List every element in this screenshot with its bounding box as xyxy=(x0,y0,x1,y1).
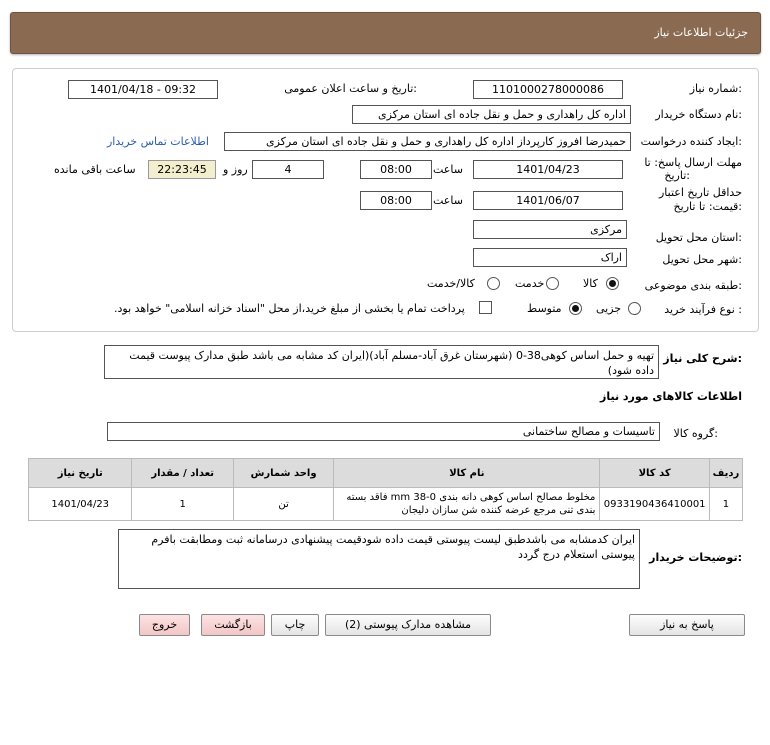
city-field: اراک xyxy=(473,248,627,267)
buyer-notes-textbox: ایران کدمشابه می باشدطبق لیست پیوستی قیمت داده شودقیمت پیشنهادی درسامانه ثبت ومطابقت بافرم پیوستی استعلام درج گردد xyxy=(118,529,640,589)
goods-table xyxy=(28,458,743,521)
goods-group-label: گروه کالا: xyxy=(673,427,718,440)
process-minor-label: جزیی xyxy=(596,302,622,315)
page-header xyxy=(10,12,761,54)
category-both-label: کالا/خدمت xyxy=(427,277,475,290)
requester-label: ایجاد کننده درخواست: xyxy=(640,135,742,148)
deadline-label-1: مهلت ارسال پاسخ: تا xyxy=(644,156,742,169)
category-service-label: خدمت xyxy=(515,277,545,290)
validity-time-field: 08:00 xyxy=(360,191,432,210)
col-row: ردیف xyxy=(709,459,742,488)
process-label: نوع فرآیند خرید : xyxy=(664,303,742,316)
remaining-time-label: ساعت باقی مانده xyxy=(54,163,136,176)
need-number-label: شماره نیاز: xyxy=(689,82,742,95)
page-title: جزئیات اطلاعات نیاز xyxy=(654,26,748,39)
goods-section-title: اطلاعات کالاهای مورد نیاز xyxy=(600,390,742,403)
back-button[interactable]: بازگشت xyxy=(201,614,265,636)
province-label: استان محل تحویل: xyxy=(655,231,742,244)
print-button[interactable]: چاپ xyxy=(271,614,319,636)
category-goods-label: کالا xyxy=(583,277,598,290)
deadline-date-field: 1401/04/23 xyxy=(473,160,623,179)
treasury-payment-label: پرداخت تمام یا بخشی از مبلغ خرید،از محل "اسناد خزانه اسلامی" خواهد بود. xyxy=(114,302,465,315)
table-row xyxy=(29,488,743,521)
deadline-label-2: تاریخ: xyxy=(664,169,690,182)
reply-button[interactable]: پاسخ به نیاز xyxy=(629,614,745,636)
cell-code: 0933190436410001 xyxy=(600,488,709,521)
process-medium-label: متوسط xyxy=(527,302,562,315)
validity-label-2: قیمت: تا تاریخ: xyxy=(673,200,742,213)
requester-field: حمیدرضا افروز کارپرداز اداره کل راهداری و حمل و نقل جاده ای استان مرکزی xyxy=(224,132,631,151)
category-label: طبقه بندی موضوعی: xyxy=(644,279,742,292)
summary-textbox: تهیه و حمل اساس کوهی38-0 (شهرستان غرق آباد-مسلم آباد)(ایران کد مشابه می باشد طبق مدارک پیوست قیمت داده شود) xyxy=(104,345,659,379)
col-code: کد کالا xyxy=(600,459,709,488)
cell-row: 1 xyxy=(709,488,742,521)
days-label: روز و xyxy=(223,163,248,176)
exit-button[interactable]: خروج xyxy=(139,614,190,636)
goods-group-field: تاسیسات و مصالح ساختمانی xyxy=(107,422,660,441)
buyer-notes-label: توضیحات خریدار: xyxy=(649,551,742,564)
category-goods-radio[interactable] xyxy=(606,277,619,290)
buyer-org-field: اداره کل راهداری و حمل و نقل جاده ای استان مرکزی xyxy=(352,105,631,124)
buyer-org-label: نام دستگاه خریدار: xyxy=(655,108,742,121)
remaining-time-field: 22:23:45 xyxy=(148,160,216,179)
cell-unit: تن xyxy=(233,488,333,521)
city-label: شهر محل تحویل: xyxy=(662,253,742,266)
cell-qty: 1 xyxy=(132,488,233,521)
announce-field: 1401/04/18 - 09:32 xyxy=(68,80,218,99)
category-both-radio[interactable] xyxy=(487,277,500,290)
deadline-time-label: ساعت xyxy=(433,163,463,176)
col-qty: تعداد / مقدار xyxy=(132,459,233,488)
process-minor-radio[interactable] xyxy=(628,302,641,315)
col-name: نام کالا xyxy=(334,459,600,488)
process-medium-radio[interactable] xyxy=(569,302,582,315)
attachments-button[interactable]: مشاهده مدارک پیوستی (2) xyxy=(325,614,491,636)
category-service-radio[interactable] xyxy=(546,277,559,290)
treasury-payment-checkbox[interactable] xyxy=(479,301,492,314)
province-field: مرکزی xyxy=(473,220,627,239)
need-number-field: 1101000278000086 xyxy=(473,80,623,99)
deadline-time-field: 08:00 xyxy=(360,160,432,179)
contact-info-link[interactable]: اطلاعات تماس خریدار xyxy=(107,135,209,148)
col-date: تاریخ نیاز xyxy=(29,459,132,488)
col-unit: واحد شمارش xyxy=(233,459,333,488)
goods-table-header xyxy=(29,459,743,488)
validity-date-field: 1401/06/07 xyxy=(473,191,623,210)
days-field: 4 xyxy=(252,160,324,179)
summary-label: شرح کلی نیاز: xyxy=(663,352,742,365)
cell-name: مخلوط مصالح اساس کوهی دانه بندی mm 38-0 فاقد بسته بندی تنی مرجع عرضه کننده شن سازان دلیجان xyxy=(334,488,600,521)
cell-date: 1401/04/23 xyxy=(29,488,132,521)
announce-label: تاریخ و ساعت اعلان عمومی: xyxy=(284,82,417,95)
validity-label-1: حداقل تاریخ اعتبار xyxy=(658,186,742,199)
validity-time-label: ساعت xyxy=(433,194,463,207)
